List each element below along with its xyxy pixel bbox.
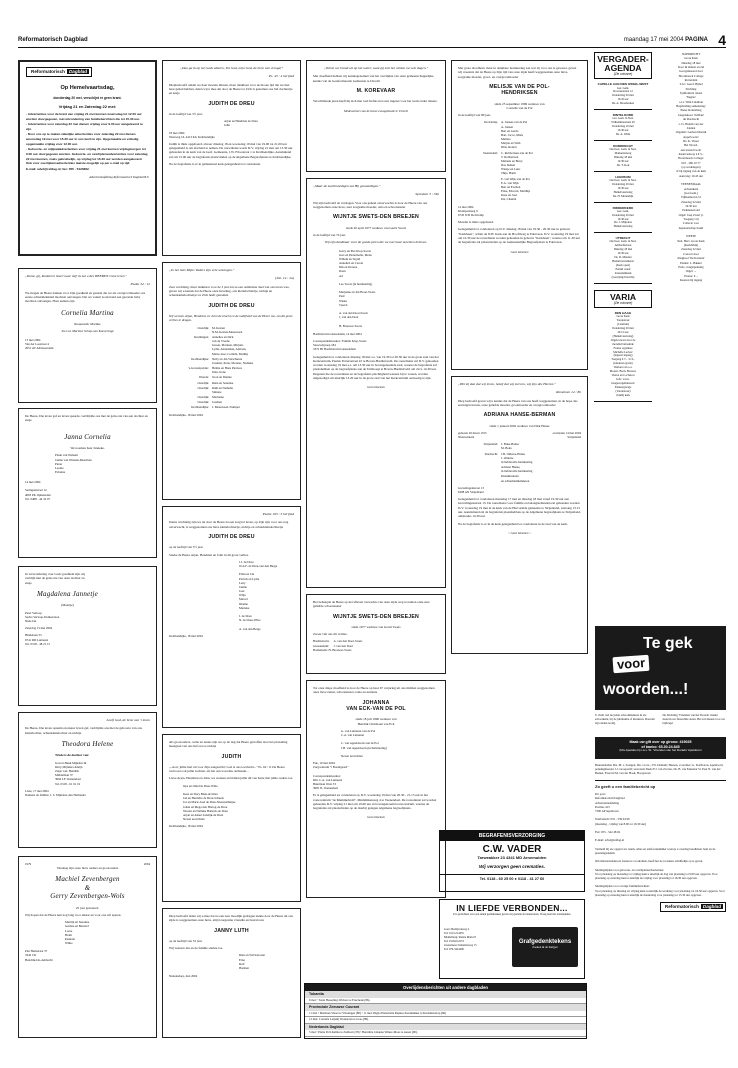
intro: Het behaagde de Heere op het afleven verwachts van onze zijde weg te nemen onze zeer geliefde schoonzuster xyxy=(313,600,430,609)
couple-names: Machiel Zevenbergen & Gerry Zevenbergen-Wols xyxy=(50,875,125,901)
note: Namens de familie: J. S. Mijnders-den Hollander xyxy=(25,792,86,797)
footer: Geen bloemen xyxy=(367,815,385,820)
deceased-name: ADRIANA HANSE-BERMAN xyxy=(483,412,556,419)
agenda-item-title: DEN HAAG xyxy=(614,311,632,316)
agenda-item-body: Ger. Gem. in Ned. Wilhelminastraat 20 Donderdag 16 mei 19.30 uur Ds. A. Wink xyxy=(611,116,635,137)
intro: Intens verdrietig zijn we nu door de Heere na een zorgvol leven, op Zijn tijd, voor ons nog onverwacht, is weggenomen ons lieve kleindochtertje, nichtje en achterkleindochtertje xyxy=(169,520,289,529)
family-place: Krabbendijke: xyxy=(191,356,209,361)
agenda-item-body: Oud Ger. Gem. in Ned. Ambachtstraat Dinsdag 18 mei 19.30 uur Ds. D. Mieuler Hemelvaartsdienst (Kerk open) Pendel vanaf Jeruzalemkerk (Gewijzigd bericht) xyxy=(609,239,637,279)
body: Sterke de Heere Arjan, Hendrien en John in dit grote verlies. xyxy=(169,552,249,557)
quote: „Dan ga ik op tot Gods altaren, Tot God, mijn God, de bron van vreugd;" xyxy=(179,66,284,70)
intro: Met droefheid hebben wij kennisgenomen van het overlijden van onze gemeenschappelijke kennis van de Gereformeerde Gemeente te Utrecht xyxy=(313,74,434,83)
roepnaam: Roepnaam: Martine xyxy=(74,322,101,327)
family-row xyxy=(169,357,294,365)
address: Zorgcentrum "t Boomgaard" Correspondentieadres: Dhr. C.A. van Lunteren Buurtlaan West 33 3905 JL Veenendaal xyxy=(313,765,349,791)
agenda-items xyxy=(594,79,652,283)
family: G. van Lunteren-van de Pol C.A. van Lunteren C. van Appeldoorn-van de Pol J.H. van Appeldoorn (in herinnering) Neven en nichten xyxy=(341,728,387,758)
obituary-row: 9 mei • Tonie Hesseling-Wichers te Enschede (86). xyxy=(305,998,586,1005)
address: Seringenstraat 12 4063 PK Opheusden Tel. 0488 - 44 34 07 xyxy=(25,488,51,501)
ad-title: IN LIEFDE VERBONDEN... xyxy=(456,903,568,913)
agenda-item-title: CAPELLE AAN DEN IJSSEL-WEST xyxy=(597,82,649,87)
deceased-name: JUDITH DE DREU xyxy=(208,533,255,540)
deceased-name: M. KOREVAAR xyxy=(356,87,396,94)
ad-board: Bestuursleden Drs. M. v. Zaaigen, fdn. voorz.; J.W. Deinum; Haesen, voorzitter; G. Korfhoren, Apeldoorn; penningmeester J.J. Groepveld; secretaris Deels F.J. van Zwolse, Ds. B. van Eekelaar Sr. Eest N. van der Beekel, Everard M. van der Hoek, Hoogeveen xyxy=(595,763,724,775)
agenda-item-body: Ger. Gem. Doornsestraat 12 Donderdag 20 mei 19.45 uur Ds. A. Moerkerken xyxy=(611,85,635,106)
masthead xyxy=(18,32,726,48)
info-heading: Zó geeft u een familiebericht op xyxy=(595,783,656,789)
deceased-name: WIJNTJE SWETS-DEN BREEJEN xyxy=(333,613,419,620)
child-name: Janna Cornelia xyxy=(64,432,111,441)
body2: Lieve Arjan, Hendrien en John, we wensen en bidden jullie dit van harte met jullie ouders toe. xyxy=(169,776,294,781)
family-row xyxy=(458,177,581,202)
quote: „Wenst uw brood uit op het water, want gij zult het vinden na vele dagen." xyxy=(324,66,428,70)
family-place: De Klomp: xyxy=(484,120,498,125)
family: J.J. de Dreu W.A.F. de Dreu-van den Berge Ellen en Jan Patrick en Lydia Letty Janine José Wilja Marcel Dianne Marieke J. de Dreu N. de Dreu-Witte A. van den Berge xyxy=(239,559,278,631)
notice-bullet: - Advertenties voor de krant van vrijdag 21 mei kunnen woensdag tot 12.00 uur worden doorgegeven, met uitzondering van familieberichten die tot 15.30 uur. xyxy=(26,111,142,121)
family-place: Dordrecht: xyxy=(484,451,498,456)
death-adriana xyxy=(451,376,588,654)
ad-line1: Te gek xyxy=(643,635,693,652)
agenda-item xyxy=(594,203,652,234)
family-place: Strijenland: xyxy=(483,442,498,447)
birth-theodora xyxy=(18,712,157,848)
sub: sinds 18 juli 1996 weduwe van Hendrik Christiaan van Eck xyxy=(355,717,397,726)
death-melisje xyxy=(451,60,588,370)
anniversary-zevenbergen xyxy=(18,856,157,1038)
ad-text-left: U vindt wel de juiste schoolkinderen in uw schoolkerk, bij de jubileums of kinderen. Daarom zijn daden nodig. xyxy=(595,713,655,726)
family-notice-info xyxy=(595,764,726,912)
deceased-name: MELISJE VAN DE POL- HENDRIKSEN xyxy=(489,83,550,97)
page-number: 4 xyxy=(718,32,726,48)
body: Gelegenheid tot condoleren maandag 17 mei en dinsdag 18 mei vanaf 19.30 uur aan Grevelingenstraat 13. De rouwdienst voor familie en belangstellenden zal gehouden worden D.V. woensdag 19 mei in de kerk van de Hervormde gemeente te Strijenland, aanvang 13.15 uur. Aansluitend zal de begrafenis plaatshebben op de Algemene begraafplaats te Strijenland, omstreeks 14.30 uur. xyxy=(458,497,581,519)
family-place: Waarde: xyxy=(198,375,209,380)
deceased-name: JUDITH xyxy=(221,753,242,760)
family: Opa en Oma De Dreu-Witte Kees en Dory Blok-de Dreu Jan en Harriëtte de Dreu-Scheele Jos en Marie-José de Dreu-Nieuwenhuijse Johan en Mega den Hartog-de Dreu Wouter en Nelleke Harinck-de Dreu Arjan en Annet Zandijk-de Dreu Neven en nichten xyxy=(183,783,236,822)
notice-bullet: - Advertenties voor zaterdag 22 mei dienen vrijdag voor 9.00 uur aangeleverd te zijn. xyxy=(26,122,143,131)
rd-logo-footer: Reformatorisch Dagblad xyxy=(660,902,726,912)
family2: Bolderkerk: H. Brouwer-Swets xyxy=(313,647,352,652)
varia-items xyxy=(594,308,652,402)
deceased-name: WIJNTJE SWETS-DEN BREEJEN xyxy=(333,214,419,221)
intro: Tot onze diepe droefheid is door de Heere op haar 67 verjaring uit ons midden weggenomen onze lieve zuster, schoonzuster, tante en nuttante xyxy=(313,686,435,695)
note: Na de begrafenis is er in gemeenteel kerk gelegenheid tot condoleren. xyxy=(169,162,261,167)
family-row xyxy=(169,375,294,379)
date: Krabbendijke, 18 mei 2004 xyxy=(169,412,203,417)
family-place: Oostdijk: xyxy=(197,400,209,405)
family-list xyxy=(169,326,294,410)
ad-tel: Tel. 0118 - 60 25 00 ● 0118 - 41 27 60 xyxy=(440,874,584,882)
quote-ref: Psalm 34 : 12 xyxy=(130,282,150,287)
agenda-item-title: RIDDERKERK xyxy=(612,205,634,210)
publication-name: Reformatorisch Dagblad xyxy=(18,37,88,43)
family-row xyxy=(169,395,294,399)
body: Er is gelegenheid tot condoleren op D.V. woensdag 19 mei van 20.30 - 21.15 uur in het rouwcentrum "de Mummelveld", Mummikenweg 4 te Veenendaal. De rouwdienst zal worden gehouden D.V. vrijdag 21 mei om 10.00 uur in bovengenoemd rouwcentrum, waarna de begrafenis zal plaatsvinden op de daarbij gelegen Algemene begraafplaats. xyxy=(313,793,437,811)
sub: 25 jaar getrouwd. xyxy=(75,905,100,910)
paper-name: Nederlands Dagblad xyxy=(305,1024,586,1030)
family-row xyxy=(458,120,581,149)
ad-logo xyxy=(512,927,578,967)
family-place: Oostdijk: xyxy=(197,325,209,330)
obituary-row: 12 mei: Cornelia Leijsnij Wouterzsn te Goes (89). xyxy=(305,1017,586,1024)
paper-name: Provinciale Zeeuwse Courant xyxy=(305,1004,586,1010)
age: in de leeftijd van 3½ jaar. xyxy=(169,111,203,116)
kerk-events: SLIEDRECHT Grote Kerk Dinsdag 18 mei Koor & Orkest avond Georganiseerd door Hoornbeeck College Rotterdam T.b.v. Geref. Bijbel Stichting Symfonisch orkest 'Nagrus' o.l.v. Wim Lindhout Begeleiding samenzang: Pieter Rodenburg Jongenskoor 'Jubilate' uit Dordrecht o.l.v. Henrik van der Linden Organist: Gerben Mourik Appelvoorst: Ds. K. Visser Het Woord, een levend Gods' Kaartverkoop à € 5,- Hoornbeeck College: 010 - 260 10 77 (op werkdagen) of bij ingang van de kerk Aanvang: 19.45 uur VEENENDAAL Adventkerk (Ger.Gem.) Vijftienhoven 51 Zaterdag 22 mei 19.30 uur Psalmenavond Orgel: Jaap Zwart jr. Toegang vrij Collecte voor deputaatschap Israël WEESP Ned. Herv. Grote Kerk (Kerkbrink) Zaterdag 22 mei Concert door Zangkoor 'De Karteria' Pianist: L. Bakker Endo, Jongstpenning Orgel: ... Entree: € .. Kaarten bij ingang xyxy=(675,52,707,282)
intro: Zeer verdrietig, maar dankbaar voor de 3 jaar dat ze een onmisbaar deel van ons leven was, geven wij u kennis dat de Heere onze lieveling, ons kleindochtertje, nichtje en achterkleindochtertje tot Zich heeft genomen xyxy=(169,284,290,298)
parents: Govert-Henk Mijnders & Dirry Mijnders-Kleijn Zusje van: Hendrik Middellaan 37 3994 LE Veenendaal Tel. 0318 - 61 91 19 xyxy=(55,760,87,786)
family-place xyxy=(458,465,498,473)
family-place: Oostdijk: xyxy=(197,380,209,385)
sub: sinds 26 april 1977 weduwe van Gerrit Swets xyxy=(346,225,406,230)
ad-line3: woorden...! xyxy=(603,681,689,698)
intro: Diep bedroefd geven wij u kennis dat de Heere van ons heeft weggenomen, in de hope des eeuwigen levens, onze geliefde moeder, grootmoeder en overgrootmoeder xyxy=(458,398,578,408)
roep: Trude is de dochter van: xyxy=(55,753,90,758)
obituary-row: 11 mei • Martinus Visser te Vlissingen (80) • 11 mei: Digna Pieternella Repkes-Steenhakker te Kruisinnsdorp (66) xyxy=(305,1011,586,1018)
death-judith-2 xyxy=(162,262,301,500)
quote: Looft God, de bron van 't leven xyxy=(106,718,150,722)
obituary-list xyxy=(305,991,586,1037)
age: Zwaar valt ons dit verlies. xyxy=(313,632,348,637)
family: Rien en Wil Klooster Erna Rolf Harmen xyxy=(239,953,266,970)
body: Gelegenheid tot condoleren dinsdag 18 mei a.s. van 19.30 tot 20.30 uur in de grote zaal van het Kerkcentrum, Paulus Pottersstraat 22 te Boven-Hardinxveld. De rouwdienst zal D.V. gehouden worden woensdag 19 mei a.s. om 13.30 uur in bovengenoemde zaal, waarna de begrafenis zal plaatshebben op de begraafplaats aan de Tamboegi te Boven-Hardinxveld om circa 14.30 uur. Degenen die de rouwdienst en de begrafenis plechtigheid wensen bij te wonen, worden uitgenodigd om uiterlijk 13.20 uur in de grote zaal van het Kerkcentrum aanwezig te zijn. xyxy=(313,354,439,380)
quote-ref: (Joh. 14 : 2a) xyxy=(274,276,294,281)
notice-bullets xyxy=(26,112,149,172)
ad-strip-bold: Maak uw gift over op girono: 419025 xyxy=(629,740,692,744)
hemelvaart-notice xyxy=(18,60,157,256)
ad-top: BEGRAFENISVERZORGING xyxy=(440,831,584,841)
family-row xyxy=(458,442,581,450)
intro: Wij zijn bedroefd en verslagen. Voor ons geheel onverwachts is door de Heere van ons weggenomen onze lieve, zeer zorgzame moeder, oma en schoonzuster xyxy=(313,200,428,210)
body: Verschillende jaren heeft hij zich met veel liefde en trouw ingezet voor het werk onder tieners. xyxy=(313,99,438,104)
agenda-item xyxy=(594,172,652,203)
agenda-item xyxy=(594,110,652,141)
age: in de leeftijd van 74 jaar. xyxy=(313,232,346,237)
children: Martijn en Suzanne Gertine en Bernard Loare Bram Paulette Wilko xyxy=(65,920,90,946)
body1: Moeder is thuis opgebaard. xyxy=(458,220,494,225)
family-names: Toon en Dianne xyxy=(212,375,232,380)
deceased-name: JUDITH DE DREU xyxy=(208,100,255,107)
ad-te-gek[interactable] xyxy=(595,626,726,710)
intro: Met grote droefheid, maar in dankbare herinnering aan wat zij voor ons is geweest, geven wij u kennis dat de Heere op Zijn tijd van onze zijde heeft weggenomen onze lieve, zorgzame moeder, groot- en overgrootmoeder xyxy=(458,66,577,79)
age: op de leeftijd van 55 jaar. xyxy=(169,938,203,943)
family-names: C. Robbertsen-van de Pol T. Robbertsen Melanie en Berry Dai, Ruben Wiesje en Luuc Thijs, Harm xyxy=(501,150,533,176)
family-names: Adriaan Hanse, in liefdevolle herinnering xyxy=(501,465,533,474)
notice-line1: donderdag 20 mei, verschijnt er geen krant. xyxy=(53,96,122,101)
wish: Wij hopen dat de Heere hen nog lang voor elkaar en voor ons wil sparen. xyxy=(25,912,122,917)
notice-title: Op Hemelvaartsdag, xyxy=(60,84,115,91)
agenda-header: VERGADER- AGENDA (Zie colonne) xyxy=(594,52,652,79)
agenda-item-title: DINTELOORD xyxy=(612,113,634,118)
family-row xyxy=(169,381,294,385)
sub: sinds 1 januari 2002 weduwe van Dirk Hanse xyxy=(489,423,550,428)
family-intro: Wij wensen Arjan, Hendrien en John de kracht en de nabijheid van de Heere toe, om dit grote verlies te dragen. xyxy=(169,313,293,323)
date: Zaterdag 15 mei 2004 xyxy=(25,626,53,631)
birth-magdalena xyxy=(18,566,157,706)
intro: Diep bedroefd delen wij u mee dat na een zeer moeilijk gedragen ziekte door de Heere uit ons zijde is weggenomen onze lieve, altijd zorgzame vriendin en buurvrouw xyxy=(169,914,293,923)
ad-tagline: Wij verzorgen geen crematies. xyxy=(478,864,546,870)
body: Judith is thuis opgebaard, alwaar dinsdag 18 en woensdag 19 mei van 19.00 tot 21.00 uur gelegenheid is om afscheid te nemen. De rouwdienst wordt D.V. vrijdag 21 mei om 13.30 uur gehouden in de kerk van de Gerf. Gemeente, J.W. Frisostraat 1 te Krabbendijke. Aansluitend zal om 15.00 uur de begrafenis plaatsvinden op de Algemene Begraafplaats te Krabbendijke. xyxy=(169,141,293,159)
ad-verbonden[interactable] xyxy=(439,899,585,979)
intro: We mogen de Heere danken voor Zijn goedheid en genade dat we als overgrootmoeder ons eerste achterkleinkind mochten ontvangen. Dat we vanuit Gods hand een gezonde baby mochten ontvangen. Haar namen zijn xyxy=(25,290,146,304)
birth-janna xyxy=(18,408,157,558)
child-name: Theodora Helene xyxy=(61,739,114,748)
ad-vader[interactable] xyxy=(439,830,585,892)
address: Westweg 16, 4413 KG Krabbendijke xyxy=(169,134,215,139)
address: Piet Heinstraat 37 3342 CK Hendrik-Ido-Ambacht xyxy=(25,949,53,962)
ad-address: Tarweakker 23 4341 MD Arnemuiden xyxy=(477,855,547,861)
agenda-item-title: LEERSUM xyxy=(615,174,631,179)
family-row xyxy=(458,452,581,465)
vergader-agenda xyxy=(594,52,652,402)
intro: Diepbedroefd omdat we haar moeten missen, maar dankbaar voor de mooie tijd die we met haar gehad hebben, delen wij u mee dat door de Heere tot Zich is genomen ons lief dochtertje en zusje xyxy=(169,82,293,96)
notice-line2: Vrijdag 21 en Zaterdag 22 mei: xyxy=(58,103,117,109)
family-names: E. van Wijk-van de Pol E.A. van Wijk Bert en Evelien Elise, Edward, Matthijs Kees en José Iris, Chantal xyxy=(501,176,531,202)
agenda-item xyxy=(594,308,652,402)
deceased-name: JOHANNA VAN ECK-VAN DE POL xyxy=(346,699,406,712)
ad-locations: Goes: Bedrijvenweg 4 Tel: 0113-214455 Middelburg: Kleine Markt 8 Tel: 0118-612274 Zoetermeer: Industrieweg 15 Tel: 079-3424400 xyxy=(444,928,477,951)
family-row xyxy=(169,335,294,356)
address: Klompersteeg 9 6745 WD De Klomp xyxy=(458,208,484,217)
family-place: Oostdijk: xyxy=(197,385,209,390)
family-place xyxy=(458,177,498,202)
agenda-item-body: Oud Ger. Gem. in Ned. Donderdag 20 mei 19.30 uur Hemelvaartsdag Ds. H. Molendijk xyxy=(609,177,637,198)
child-name: Magdalena Jannetje xyxy=(37,589,98,598)
section-title: Overlijdensberichten uit andere dagbladen xyxy=(305,984,586,991)
agenda-item xyxy=(594,141,652,172)
date: 14 mei 2004 xyxy=(458,204,474,209)
roepnaam: We noemen haar Janneke. xyxy=(70,446,105,451)
family-label: Hardinxveld- Giessendam: xyxy=(313,639,330,648)
varia-header: VARIA (Zie colonne) xyxy=(594,290,652,308)
intro: Vandaag zijn onze lieve ouders en grootouders xyxy=(56,866,119,871)
family-row xyxy=(458,474,581,482)
family-place: 's-Gravenpolder: xyxy=(188,366,209,371)
agenda-item xyxy=(594,233,652,283)
parents: Pleun van Walsem Jannie van Walsem-Meerman Pieter Leonie Evianne xyxy=(55,453,92,475)
death-johanna xyxy=(306,680,446,898)
date: Krabbendijke, 18 mei 2004 xyxy=(169,824,203,829)
agenda-item-body: Ger. Gem. Donderdag 20 mei 19.30 uur Ds. J. Mijnders Hemelvaartsdag xyxy=(612,208,634,229)
ad-strip-line: of banko: 65.30.24.845 xyxy=(641,744,680,749)
family-list xyxy=(458,442,581,483)
ad-te-gek-strip xyxy=(595,737,726,759)
family-names: Helma en Hans Pierloos Irma, Irene xyxy=(212,366,242,375)
footer: Geen bloemen xyxy=(510,249,529,254)
ad-sub: Uw gedachten over een uniek gedenkteken geven wij gestalte in natuursteen. Vraag naar het totaalpakket. xyxy=(452,913,572,917)
ad-logo-text: Grafgedenktekens xyxy=(518,939,572,945)
family-row xyxy=(458,465,581,473)
notice-footer: Advertentieafdeling Reformatorisch Dagblad B.V. xyxy=(89,174,149,179)
year-end: 2004 xyxy=(143,862,150,866)
family-names: René en Saterske xyxy=(212,380,234,385)
body: Wij wensen Jan en de familie sterkte toe. xyxy=(169,946,224,951)
family-names: J. Meeuwsen-Trumper xyxy=(212,405,240,410)
address: Correspondentieadres: Familie Klop-Swets Stroevelgroep 184 3372 BJ Hardinxveld-Giessendam xyxy=(313,339,367,352)
sub: sinds 1977 weduwe van Gerrit Swets xyxy=(351,624,401,629)
family-place: Oostdijk: xyxy=(197,395,209,400)
agenda-item-body: Grote Kerk Torenstraat (Centrum) Donderdag 20 mei 20.15 uur (Hemelvaartsdag) Orgelconcert door de mondial befaamde Franse organiste Michelle Leclerc (Ingeest ingang) Toegang € 7,- / € 6,- (kinderen gratis) Werken van o.a. Mozart, Bach, Bossart, Vierne en Cocharon Info: www. haagseorgelkunst.nl Parkeergarage (Torenstraat) vlakbij kerk xyxy=(609,314,637,397)
family-names: Joselien xyxy=(212,400,222,405)
paper-name: Tubantia xyxy=(305,991,586,997)
family-names: J. Boks-Hanse M. Boks xyxy=(501,442,519,451)
born: geboren 29 maart 1915 Nieuwerkerk xyxy=(458,430,487,440)
family-names: Netty en Jan Verschuure Joselien, Ilona, Moreno, Nadieke xyxy=(212,356,254,365)
year-start: 1979 xyxy=(25,862,32,866)
quote-ref: Spreuken 3 : 34b xyxy=(415,192,439,197)
info-body: Per post: Reformatorisch Dagblad Advertentieafdeling Postbus 413 7300 AP Apeldoorn Telefonisch: 055 - 539 04 99 (maandag - vrijdag van 8.00 tot 16.30 uur) Fax: 055 - 542 48 02 E-mail: advd@refdag.nl Vermeld bij uw opgave uw naam, adres en telefoonnummer waarop u overdag bereikbaar bent en de plaatsingsdatum. Om misverstanden en fouten te voorkomen, heeft het de voorkeur schriftelijk op te geven. Sluitingstijden voor geboorte- en overlijdensadvertenties: Voor plaatsing op maandag tot vrijdag kunt u uiterlijk de dag van plaatsing tot 9.00 uur opgeven. Voor plaatsing op zaterdag kunt u uiterlijk de vrijdag voor plaatsing tot 16.30 uur opgeven. Sluitingstijden voor overige familieberichten: Voor plaatsing op dinsdag tot vrijdag kunt u uiterlijk de werkdag voor plaatsing tot 16.30 uur opgeven. Voor plaatsing op zaterdag kunt u uiterlijk de donderdag voor plaatsing tot 15.30 uur opgeven. xyxy=(595,792,725,897)
intro: In verwondering over Gods goedheid zijn wij verblijd met de geboorte van onze dochter en zusje xyxy=(25,572,86,585)
parents: Peter Verloop Secho Verloop-Donkersloot Niek-Jan xyxy=(25,610,60,623)
body: „..stort, jullie hart uit voor Zijn aangezicht; God is ons toevlucht..." Ps. 62 : 9. De Heere vertroost ook jullie zachten, als het aan woorden ontbreekt... xyxy=(169,764,285,774)
date: Ede, 19 mei 2004 xyxy=(313,761,335,766)
family-names: A. Jansen-van de Pol A. Jansen Bert en Gerda Bart, Jacco, Mark Melissa Marjan en Wim Dirk, Robert xyxy=(501,120,528,150)
age: in de leeftijd van 80 jaar. xyxy=(458,113,491,118)
quote-ref: Psalm 103 : 3 berijmd xyxy=(262,512,294,516)
family-row xyxy=(169,386,294,394)
obituary-row: 5 mei • Pietie Poll-Kalma te Zudhorn (58) • Henriëtte Johanna Winter-Moes te Assen (90). xyxy=(305,1030,586,1037)
date: Nunansdorp, mei 2004 xyxy=(169,974,198,979)
quote: „Komt, gij, kinderen! hoort naar mij! ik zal u des HEEREN vreze leren." xyxy=(25,274,127,278)
intro: De Heere, Die leven opnamt en nieuw leven gaf, verblijdde ons met de geboorte van ons kleindochter, achterkleindochter en nichtje xyxy=(25,726,142,735)
family-names: Annelies en Dick van de Vreede Jeroen, Marleen, Mirjam, Lydia, Anneriekte, Adriaan, Marie-José, Cornida, Mathijs xyxy=(212,334,249,356)
family: A. van den Dool-Swets J. van den Dool xyxy=(333,639,363,648)
notice-bullet: - Door ons op te maken zakelijke advertenties voor zaterdag 22 mei dienen woensdag 19 mei voor 15.30 uur in ons bezit te zijn. Opgemaakte en volledig opgemaakte vrijdag voor 12.00 uur. xyxy=(26,132,139,146)
death-wijntje-1 xyxy=(306,178,446,588)
ad-strip-small: (NG-Apeldoorn) t.a.v. St. 'Vrienden van het Dorado' Apeldoorn xyxy=(619,748,702,753)
ad-line2: voor xyxy=(612,655,649,673)
family-row xyxy=(169,400,294,404)
death-janny xyxy=(162,908,301,1038)
sub: sinds 25 september 1969 weduwe van Cornelis van de Pol xyxy=(494,101,545,110)
family-names: Ruth en Nathalie Simone xyxy=(212,385,233,394)
family-row xyxy=(169,366,294,374)
quote2: Wij zijn dankbaar voor de goede jaren die we met haar mochten beleven. xyxy=(324,240,428,245)
death-judith-1 xyxy=(162,60,301,256)
address: Hindelaan 53 6741 RD Lunteren Tel. 0318 - 48 21 15 xyxy=(25,633,51,646)
roepnaam: (Maartje) xyxy=(61,603,74,608)
age: op de leeftijd van 3½ jaar. xyxy=(169,545,204,550)
intro: De Heere, Die leven gaf en leven spaarde, verblijdde ons met de geboorte van een dochter en zusje xyxy=(25,414,148,423)
intro: Als grootouders, ooms en tantes zijn we op de dag dat Heere getroffen door het plotseling heengaan van ons lief en toe nichtje xyxy=(169,740,288,749)
date: Lisse, 17 mei 2004 xyxy=(25,788,49,793)
address: Grevelingenstraat 13 6308 AN Strijenland xyxy=(458,485,484,494)
family-place xyxy=(458,474,498,482)
ad-name: C.W. VADER xyxy=(482,844,542,856)
family-list xyxy=(458,120,581,201)
family-row xyxy=(458,151,581,176)
family-place: Krabbendijke: xyxy=(191,405,209,410)
family-names: M. Kesten N.M. Kesten-Meeuwsen xyxy=(212,325,243,334)
family: Gerry en Piet Klop-Swets Gert en Pietermella, Mette Willem en Sigrid Annelieb en Carola Dik en Dorene Daan Ad Leo Swets (in herinnering) Marjanne en Jan Boon-Swets Paul Wieke Tjoerd A. van den Dool-Swets J. van den Dool H. Brouwer-Swets xyxy=(339,248,376,328)
ad-te-gek-text xyxy=(595,713,726,725)
quote-ref: Romeinen 14 : 8b xyxy=(556,390,581,395)
footer: Geen bloemen xyxy=(367,385,385,390)
footer: ~ Geen bloemen ~ xyxy=(508,530,531,535)
date: 13 mei 2004 xyxy=(25,337,41,342)
death-judith-4 xyxy=(162,734,301,902)
family-names: J.B. Olderse-Hanse J. Olderse in liefdevolle herinnering xyxy=(501,451,533,464)
quote-ref: Ps. 43 : 4 berijmd xyxy=(268,74,294,79)
quote: „Maar de zachtmoedigen zal Hij gewaardigen." xyxy=(313,184,381,188)
death-judith-3 xyxy=(162,506,301,728)
date: 18 mei 2004 xyxy=(169,130,185,135)
notice-bullet: E-mail: advd@refdag.nl; fax: 055 - 5424882. xyxy=(26,166,90,171)
other-papers-obituaries xyxy=(304,983,587,1039)
agenda-item-title: DORDRECHT xyxy=(613,143,633,148)
agenda-item-body: Oud Ger. Gem. in Ned. Markettenweg Dinsdag 18 mei 19.30 uur Ds. T. Kok xyxy=(609,147,637,167)
birth-cornelia xyxy=(18,268,157,403)
date: Hardinxveld-Giessendam, 14 mei 2004 xyxy=(313,331,362,336)
parents: Arjan en Hendrien de Dreu John xyxy=(224,119,258,128)
family-names: Kleinkinderen en achterkleinkinderen xyxy=(501,474,530,483)
deceased-name: JUDITH DE DREU xyxy=(208,302,255,309)
parents: Joco en Marleen Schep-van Koeveringe xyxy=(61,329,114,334)
agenda-item-title: UTRECHT xyxy=(615,236,631,241)
family-row xyxy=(169,405,294,409)
quote: „Het zij dan dat wij leven, hetzij dat wij sterven, wij zijn des Heeren." xyxy=(458,382,556,386)
ad-logo-sub: Zoeken & de Kuijper xyxy=(532,945,558,950)
family-place: Veenendaal: xyxy=(482,150,498,155)
notice-bullet: - Geboorte- en mijlpaaladvertenties voor vrijdag 21 mei kunnen vrijdagmorgen tot 9.00 uur doorgegeven worden. Geboorte- en overlijdensadvertenties voor zaterdag 22 mei kunnen, zoals gebruikelijk, op vrijdag tot 16.30 uur worden aangeleverd. Ook voor overlijdensadvertenties laatste mogelijk op per e-mail op tijd. xyxy=(26,147,148,166)
child-name: Cornelia Martina xyxy=(61,308,114,317)
ad-text-right: De Stichting 'Vrienden van het Dorado' maakt daarom uw financiële steun. Het zal dienen voor uw bijdrage! xyxy=(662,713,726,726)
family-names: Marianne xyxy=(212,395,224,400)
date: Krabbendijke, 18 mei 2004 xyxy=(169,633,203,638)
agenda-item xyxy=(594,79,652,110)
body: Gelegenheid tot condoleren op D.V. dinsdag 18 mei van 19.30 - 20.30 uur in gebouw "Kerkbeen", achter de N.H. Kerk aan de Hoofdweg te Ederveen. D.V. woensdag 19 mei zal om 10.30 uur de rouwdienst worden gehouden in gebouw "Kerkbeen", waarna om 11.30 uur de begrafenis zal plaatsvinden op de Gemeentelijke Begraafplaats te Ederveen. xyxy=(458,227,580,245)
deceased-name: JANNY LUTH xyxy=(214,927,249,934)
died: overleden 14 mei 2004 Strijenland xyxy=(552,430,581,440)
family-place: Kruiningen: xyxy=(194,334,209,339)
family-row xyxy=(169,326,294,334)
note: Na de begrafenis is er in de kerk gelegenheid tot condoleren in de zaal van de kerk. xyxy=(458,521,568,526)
death-korevaar xyxy=(306,60,446,172)
death-wijntje-2 xyxy=(306,594,446,674)
quote: „In het huis Mijns Vaders zijn vele woningen." xyxy=(169,268,235,272)
address: Van der Leestraat 4 2951 AV Alblasserdam xyxy=(25,341,54,351)
rd-logo: Reformatorisch Dagblad xyxy=(26,67,92,77)
signature: Medewerkers van de tiener-evangelisatie te Utrecht xyxy=(344,108,408,113)
issue-date: maandag 17 mei 2004 PAGINA xyxy=(623,37,708,43)
date: 14 mei 2004 xyxy=(25,480,41,485)
